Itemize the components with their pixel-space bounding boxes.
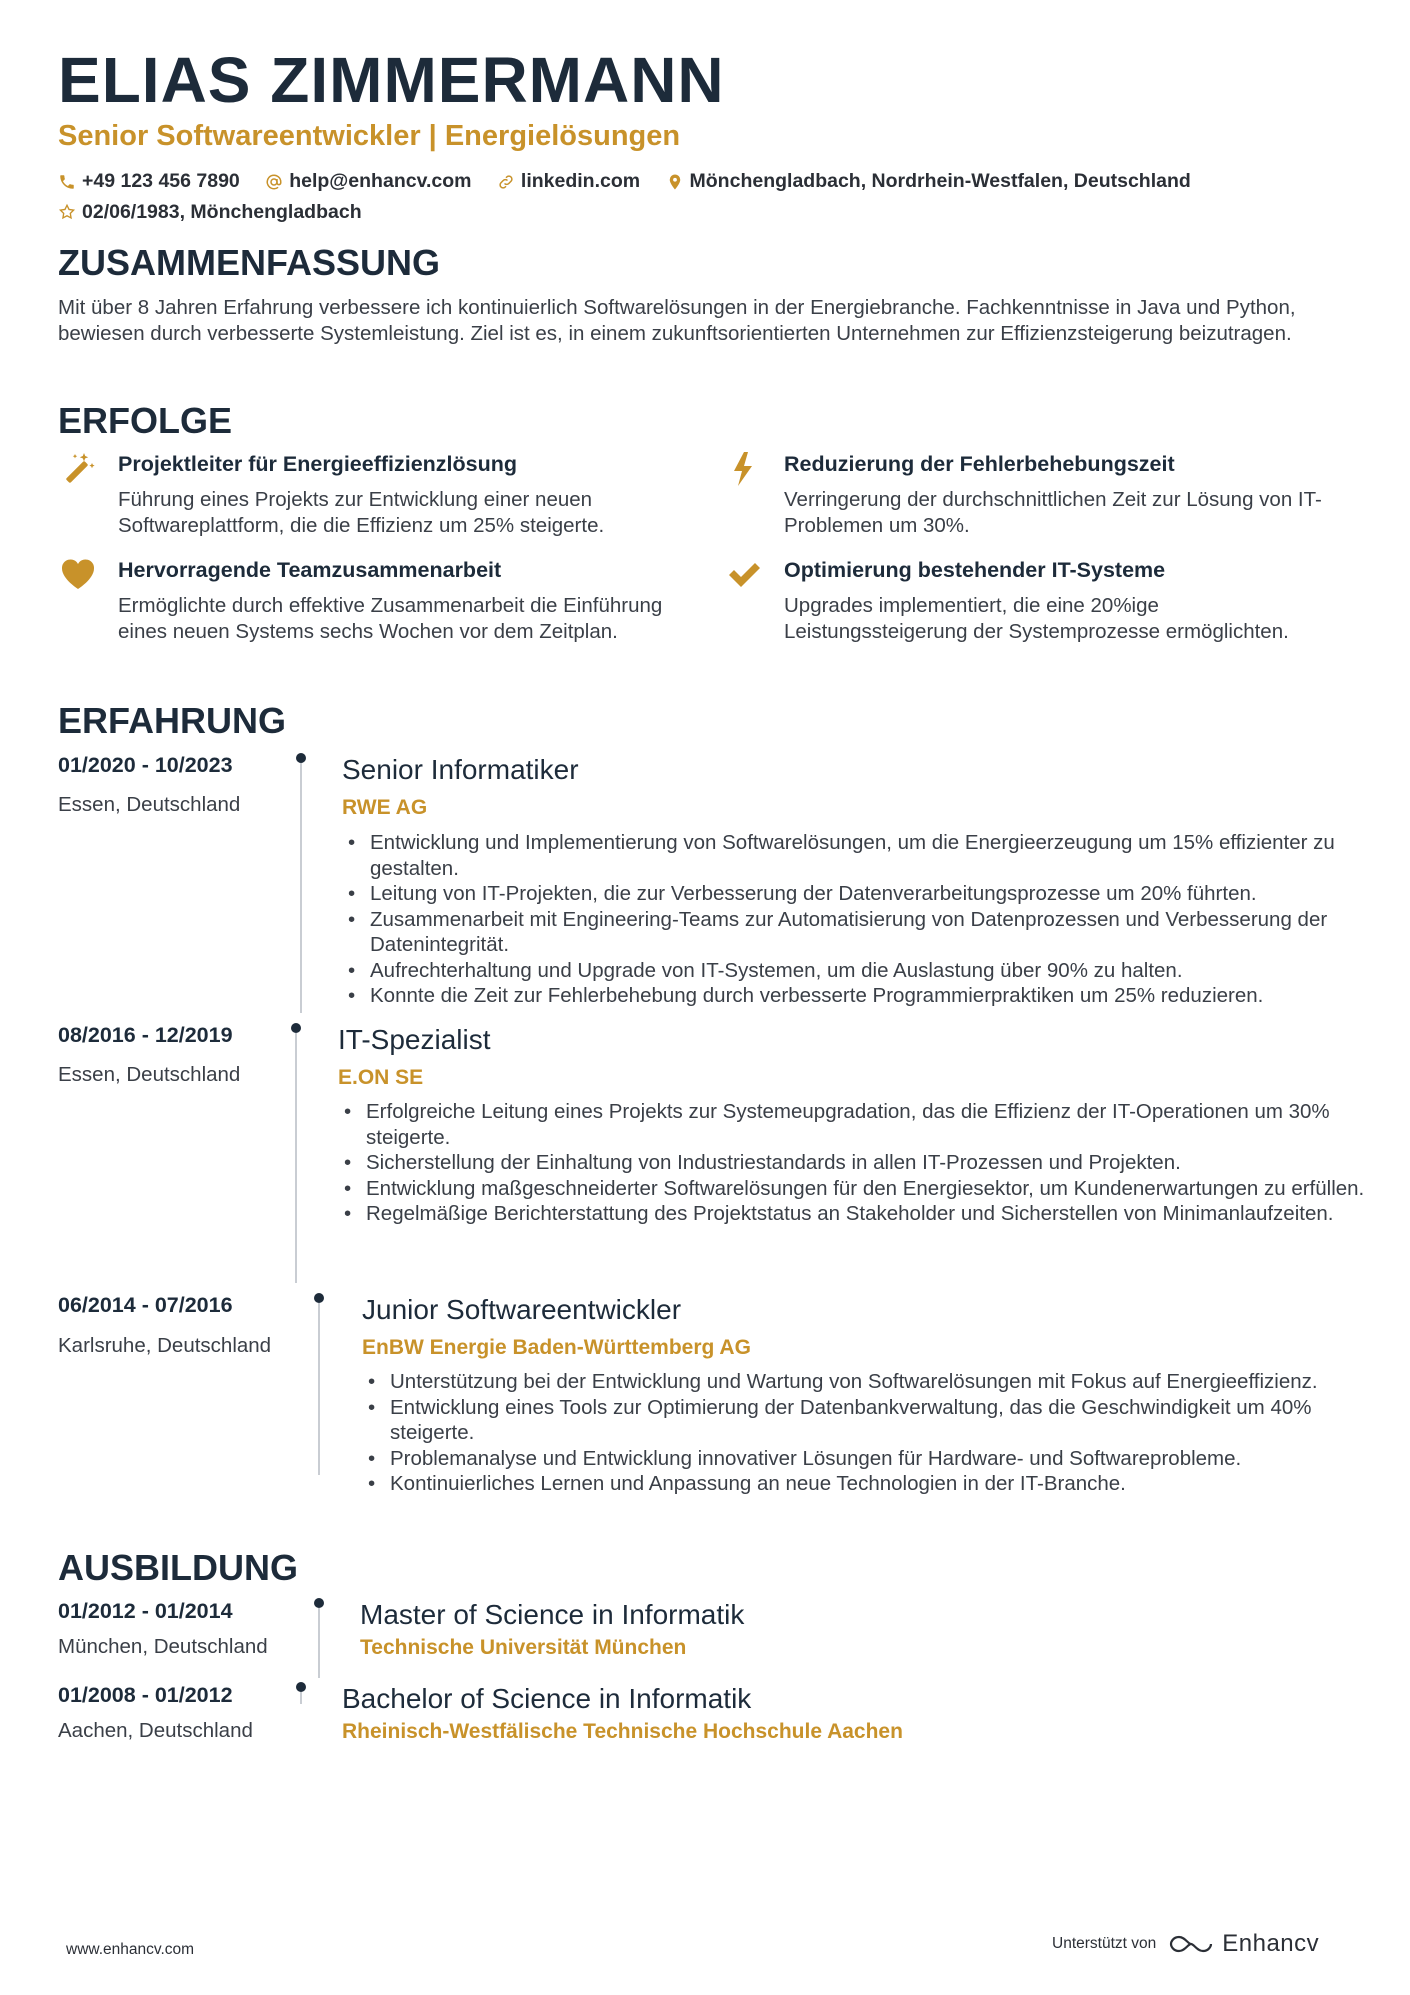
phone-text: +49 123 456 7890 bbox=[82, 170, 240, 192]
bullet-item: • Entwicklung und Implementierung von Softwarelösungen, um die Energieerzeugung um 15% effizienter zu gestalten. bbox=[370, 830, 1390, 881]
contact-email[interactable] bbox=[265, 168, 471, 195]
brand-name: Enhancv bbox=[1222, 1930, 1320, 1957]
education-location: Aachen, Deutschland bbox=[58, 1719, 253, 1742]
enhancv-logo-icon bbox=[1168, 1932, 1214, 1956]
footer-website[interactable]: www.enhancv.com bbox=[66, 1941, 195, 1958]
powered-by-text: Unterstützt von bbox=[1052, 1935, 1157, 1952]
education-degree: Master of Science in Informatik bbox=[360, 1599, 745, 1630]
experience-dates: 08/2016 - 12/2019 bbox=[58, 1023, 233, 1047]
contact-info bbox=[58, 168, 1358, 229]
bullet-item: • Problemanalyse und Entwicklung innovativer Lösungen für Hardware- und Softwareprobleme. bbox=[390, 1446, 1390, 1472]
bullet-item: • Konnte die Zeit zur Fehlerbehebung durch verbesserte Programmierpraktiken um 25% reduzieren. bbox=[370, 983, 1390, 1009]
star-icon bbox=[58, 203, 76, 221]
heart-icon bbox=[58, 555, 98, 595]
achievement-desc: Verringerung der durchschnittlichen Zeit zur Lösung von IT-Problemen um 30%. bbox=[784, 488, 1322, 537]
experience-role: Senior Informatiker bbox=[342, 754, 579, 785]
achievement-desc: Upgrades implementiert, die eine 20%ige Leistungssteigerung der Systemprozesse ermöglichten. bbox=[784, 594, 1289, 643]
timeline-line bbox=[318, 1303, 320, 1475]
experience-location: Karlsruhe, Deutschland bbox=[58, 1334, 272, 1357]
link-icon bbox=[497, 173, 515, 191]
education-dates: 01/2012 - 01/2014 bbox=[58, 1599, 233, 1623]
timeline-line bbox=[295, 1033, 297, 1283]
experience-company: E.ON SE bbox=[338, 1066, 424, 1089]
timeline-line bbox=[300, 763, 302, 1013]
bullet-item: • Kontinuierliches Lernen und Anpassung an neue Technologien in der IT-Branche. bbox=[390, 1471, 1390, 1497]
achievements-heading: ERFOLGE bbox=[58, 400, 233, 441]
achievement-title: Hervorragende Teamzusammenarbeit bbox=[118, 558, 502, 582]
footer-branding bbox=[1052, 1930, 1319, 1958]
education-school: Technische Universität München bbox=[360, 1636, 687, 1659]
achievement-item bbox=[724, 555, 1304, 655]
experience-bullets bbox=[362, 1369, 1390, 1497]
education-dates: 01/2008 - 01/2012 bbox=[58, 1683, 233, 1707]
education-school: Rheinisch-Westfälische Technische Hochschule Aachen bbox=[342, 1720, 903, 1743]
education-degree: Bachelor of Science in Informatik bbox=[342, 1683, 752, 1714]
lightning-icon bbox=[724, 449, 764, 489]
timeline-dot bbox=[314, 1598, 324, 1608]
checkmark-icon bbox=[724, 555, 764, 595]
linkedin-text: linkedin.com bbox=[520, 170, 641, 192]
at-icon bbox=[265, 173, 283, 191]
bullet-item: • Entwicklung eines Tools zur Optimierung der Datenbankverwaltung, das die Geschwindigkeit um 40% steigerte. bbox=[390, 1395, 1390, 1446]
birth-text: 02/06/1983, Mönchengladbach bbox=[82, 200, 362, 223]
experience-role: Junior Softwareentwickler bbox=[362, 1294, 682, 1325]
location-text: Mönchengladbach, Nordrhein-Westfalen, Deutschland bbox=[689, 170, 1191, 192]
achievement-desc: Ermöglichte durch effektive Zusammenarbeit die Einführung eines neuen Systems sechs Wochen vor dem Zeitplan. bbox=[118, 594, 663, 643]
contact-phone[interactable] bbox=[58, 168, 240, 195]
experience-company: EnBW Energie Baden-Württemberg AG bbox=[362, 1336, 751, 1359]
summary-heading: ZUSAMMENFASSUNG bbox=[58, 242, 441, 283]
experience-bullets bbox=[338, 1099, 1386, 1227]
email-text: help@enhancv.com bbox=[289, 170, 472, 192]
contact-location bbox=[666, 168, 1191, 195]
phone-icon bbox=[58, 173, 76, 191]
bullet-item: • Leitung von IT-Projekten, die zur Verbesserung der Datenverarbeitungsprozesse um 20% führten. bbox=[370, 881, 1390, 907]
summary-text: Mit über 8 Jahren Erfahrung verbessere ich kontinuierlich Softwarelösungen in der Energiebranche. Fachkenntnisse in Java und Python, bewiesen durch verbesserte Systemleistung. Ziel ist es, in einem zukunftsorientierten Unternehmen zur Effizienzsteigerung beizutragen. bbox=[58, 296, 1296, 345]
bullet-item: • Erfolgreiche Leitung eines Projekts zur Systemeupgradation, das die Effizienz der IT-Operationen um 30% steigerte. bbox=[366, 1099, 1386, 1150]
magic-wand-icon bbox=[58, 449, 98, 489]
experience-heading: ERFAHRUNG bbox=[58, 700, 287, 741]
achievement-title: Reduzierung der Fehlerbehebungszeit bbox=[784, 452, 1175, 476]
bullet-item: • Regelmäßige Berichterstattung des Projektstatus an Stakeholder und Sicherstellen von Minimanlaufzeiten. bbox=[366, 1201, 1386, 1227]
experience-dates: 06/2014 - 07/2016 bbox=[58, 1293, 233, 1317]
experience-location: Essen, Deutschland bbox=[58, 1063, 241, 1086]
location-pin-icon bbox=[666, 173, 684, 191]
timeline-dot bbox=[296, 753, 306, 763]
achievement-item bbox=[58, 449, 638, 549]
experience-company: RWE AG bbox=[342, 796, 428, 819]
candidate-name: ELIAS ZIMMERMANN bbox=[58, 44, 725, 116]
bullet-item: • Zusammenarbeit mit Engineering-Teams zur Automatisierung von Datenprozessen und Verbesserung der Datenintegrität. bbox=[370, 907, 1390, 958]
bullet-item: • Unterstützung bei der Entwicklung und Wartung von Softwarelösungen mit Fokus auf Energieeffizienz. bbox=[390, 1369, 1390, 1395]
candidate-headline: Senior Softwareentwickler | Energielösungen bbox=[58, 120, 681, 152]
achievement-title: Optimierung bestehender IT-Systeme bbox=[784, 558, 1166, 582]
timeline-dot bbox=[314, 1293, 324, 1303]
achievement-item bbox=[724, 449, 1322, 549]
experience-bullets bbox=[342, 830, 1390, 1009]
education-heading: AUSBILDUNG bbox=[58, 1547, 298, 1588]
contact-birth bbox=[58, 199, 362, 226]
achievement-desc: Führung eines Projekts zur Entwicklung einer neuen Softwareplattform, die die Effizienz um 25% steigerte. bbox=[118, 488, 605, 537]
timeline-line bbox=[300, 1692, 302, 1704]
experience-dates: 01/2020 - 10/2023 bbox=[58, 753, 233, 777]
contact-linkedin[interactable] bbox=[497, 168, 640, 195]
timeline-line bbox=[318, 1608, 320, 1678]
achievement-title: Projektleiter für Energieeffizienzlösung bbox=[118, 452, 518, 476]
bullet-item: • Aufrechterhaltung und Upgrade von IT-Systemen, um die Auslastung über 90% zu halten. bbox=[370, 958, 1390, 984]
timeline-dot bbox=[291, 1023, 301, 1033]
experience-location: Essen, Deutschland bbox=[58, 793, 241, 816]
experience-role: IT-Spezialist bbox=[338, 1024, 491, 1055]
bullet-item: • Entwicklung maßgeschneiderter Softwarelösungen für den Energiesektor, um Kundenerwartungen zu erfüllen. bbox=[366, 1176, 1386, 1202]
achievement-item bbox=[58, 555, 663, 675]
bullet-item: • Sicherstellung der Einhaltung von Industriestandards in allen IT-Prozessen und Projekten. bbox=[366, 1150, 1386, 1176]
timeline-dot bbox=[296, 1682, 306, 1692]
education-location: München, Deutschland bbox=[58, 1635, 268, 1658]
